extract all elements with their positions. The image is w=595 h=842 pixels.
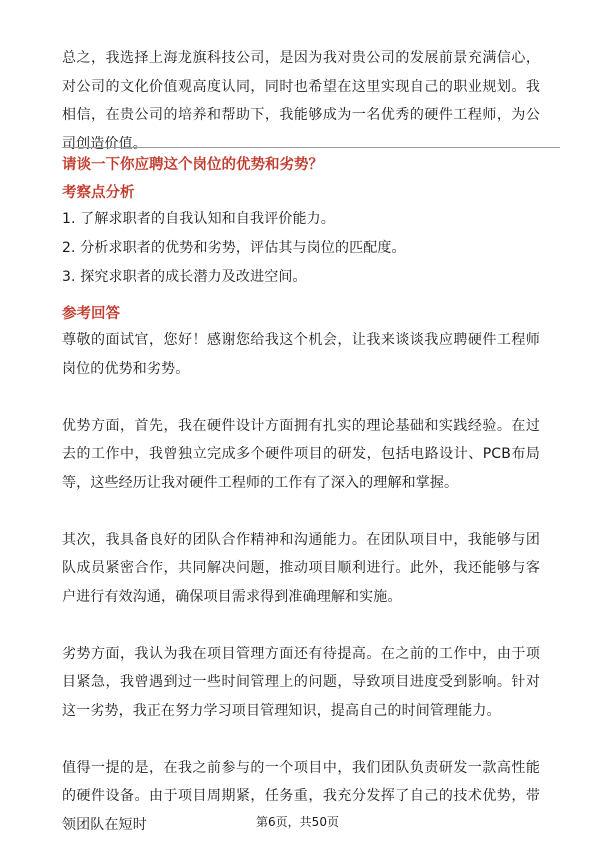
analysis-heading: 考察点分析 bbox=[62, 185, 135, 201]
answer-paragraph: 值得一提的是，在我之前参与的一个项目中，我们团队负责研发一款高性能的硬件设备。由于项目周期紧，任务重，我充分发挥了自己的技术优势，带领团队在短时 bbox=[62, 759, 540, 833]
analysis-item: 2. 分析求职者的优势和劣势，评估其与岗位的匹配度。 bbox=[62, 240, 406, 256]
answer-paragraph: 劣势方面，我认为我在项目管理方面还有待提高。在之前的工作中，由于项目紧急，我曾遇到过一些时间管理上的问题，导致项目进度受到影响。针对这一劣势，我正在努力学习项目管理知识，提高自己的时间管理能力。 bbox=[62, 645, 540, 719]
answer-body bbox=[62, 326, 540, 839]
answer-paragraph: 优势方面，首先，我在硬件设计方面拥有扎实的理论基础和实践经验。在过去的工作中，我曾独立完成多个硬件项目的研发，包括电路设计、PCB布局等，这些经历让我对硬件工程师的工作有了深入的理解和掌握。 bbox=[62, 417, 540, 491]
analysis-list bbox=[62, 205, 406, 292]
analysis-item: 3. 探究求职者的成长潜力及改进空间。 bbox=[62, 269, 307, 285]
page-footer: 第6页，共50页 bbox=[256, 815, 339, 829]
answer-paragraph: 其次，我具备良好的团队合作精神和沟通能力。在团队项目中，我能够与团队成员紧密合作，共同解决问题，推动项目顺利进行。此外，我还能够与客户进行有效沟通，确保项目需求得到准确理解和实施。 bbox=[62, 531, 540, 605]
intro-paragraph: 总之，我选择上海龙旗科技公司，是因为我对贵公司的发展前景充满信心，对公司的文化价值观高度认同，同时也希望在这里实现自己的职业规划。我相信，在贵公司的培养和帮助下，我能够成为一名优秀的硬件工程师，为公司创造价值。 bbox=[62, 50, 540, 152]
answer-paragraph: 尊敬的面试官，您好！感谢您给我这个机会，让我来谈谈我应聘硬件工程师岗位的优势和劣势。 bbox=[62, 332, 540, 377]
analysis-item: 1. 了解求职者的自我认知和自我评价能力。 bbox=[62, 211, 335, 227]
question-heading: 请谈一下你应聘这个岗位的优势和劣势？ bbox=[62, 157, 323, 173]
intro-section bbox=[62, 44, 540, 158]
answer-heading: 参考回答 bbox=[62, 306, 120, 322]
section-divider bbox=[62, 147, 560, 148]
